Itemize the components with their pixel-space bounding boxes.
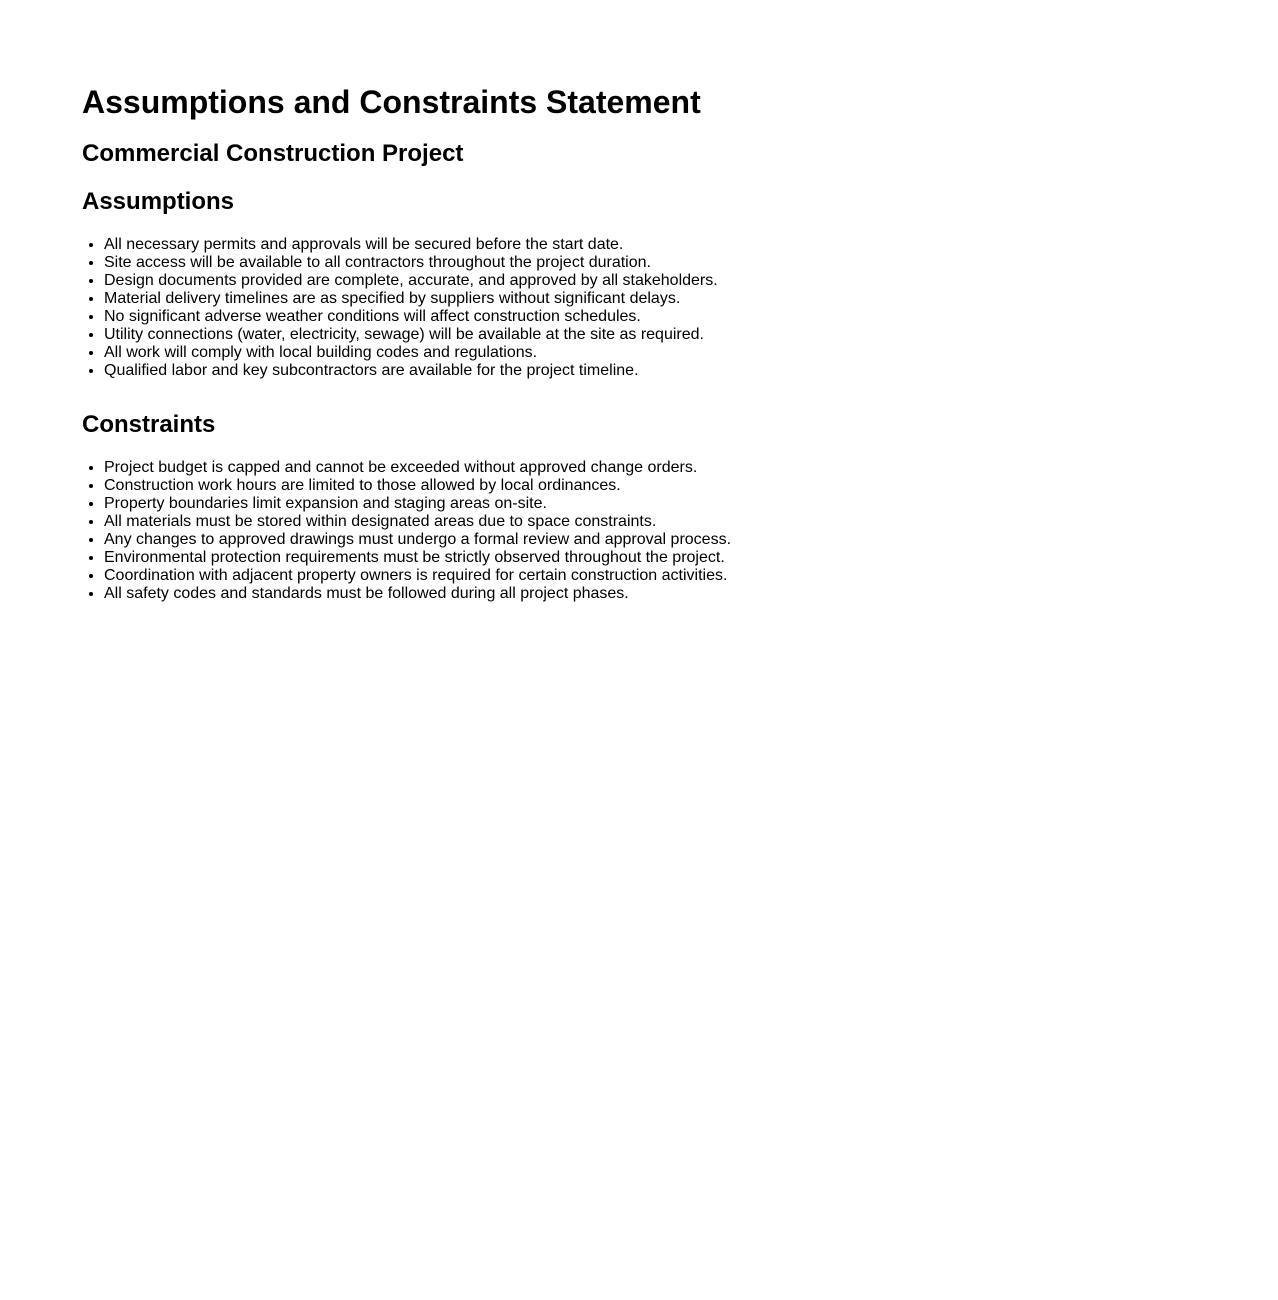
document-page [0, 0, 1278, 603]
assumption-item: • All necessary permits and approvals will be secured before the start date. [104, 236, 1278, 254]
assumptions-heading: Assumptions [82, 188, 235, 215]
assumption-item: • Site access will be available to all contractors throughout the project duration. [104, 254, 1278, 272]
constraint-item: • All safety codes and standards must be followed during all project phases. [104, 585, 1278, 603]
constraints-list [82, 459, 1278, 603]
assumption-item: • No significant adverse weather conditions will affect construction schedules. [104, 308, 1278, 326]
assumption-item: • Material delivery timelines are as specified by suppliers without significant delays. [104, 290, 1278, 308]
constraints-heading: Constraints [82, 411, 216, 438]
constraint-item: • Coordination with adjacent property owners is required for certain construction activities. [104, 567, 1278, 585]
constraint-item: • All materials must be stored within designated areas due to space constraints. [104, 513, 1278, 531]
constraint-item: • Property boundaries limit expansion and staging areas on-site. [104, 495, 1278, 513]
assumption-item: • Design documents provided are complete, accurate, and approved by all stakeholders. [104, 272, 1278, 290]
project-subtitle: Commercial Construction Project [82, 140, 464, 167]
assumption-item: • Qualified labor and key subcontractors are available for the project timeline. [104, 362, 1278, 380]
assumption-item: • All work will comply with local building codes and regulations. [104, 344, 1278, 362]
page-title: Assumptions and Constraints Statement [82, 84, 701, 120]
constraint-item: • Project budget is capped and cannot be exceeded without approved change orders. [104, 459, 1278, 477]
constraint-item: • Any changes to approved drawings must undergo a formal review and approval process. [104, 531, 1278, 549]
assumption-item: • Utility connections (water, electricity, sewage) will be available at the site as required. [104, 326, 1278, 344]
constraint-item: • Construction work hours are limited to those allowed by local ordinances. [104, 477, 1278, 495]
assumptions-list [82, 236, 1278, 380]
constraint-item: • Environmental protection requirements must be strictly observed throughout the project. [104, 549, 1278, 567]
